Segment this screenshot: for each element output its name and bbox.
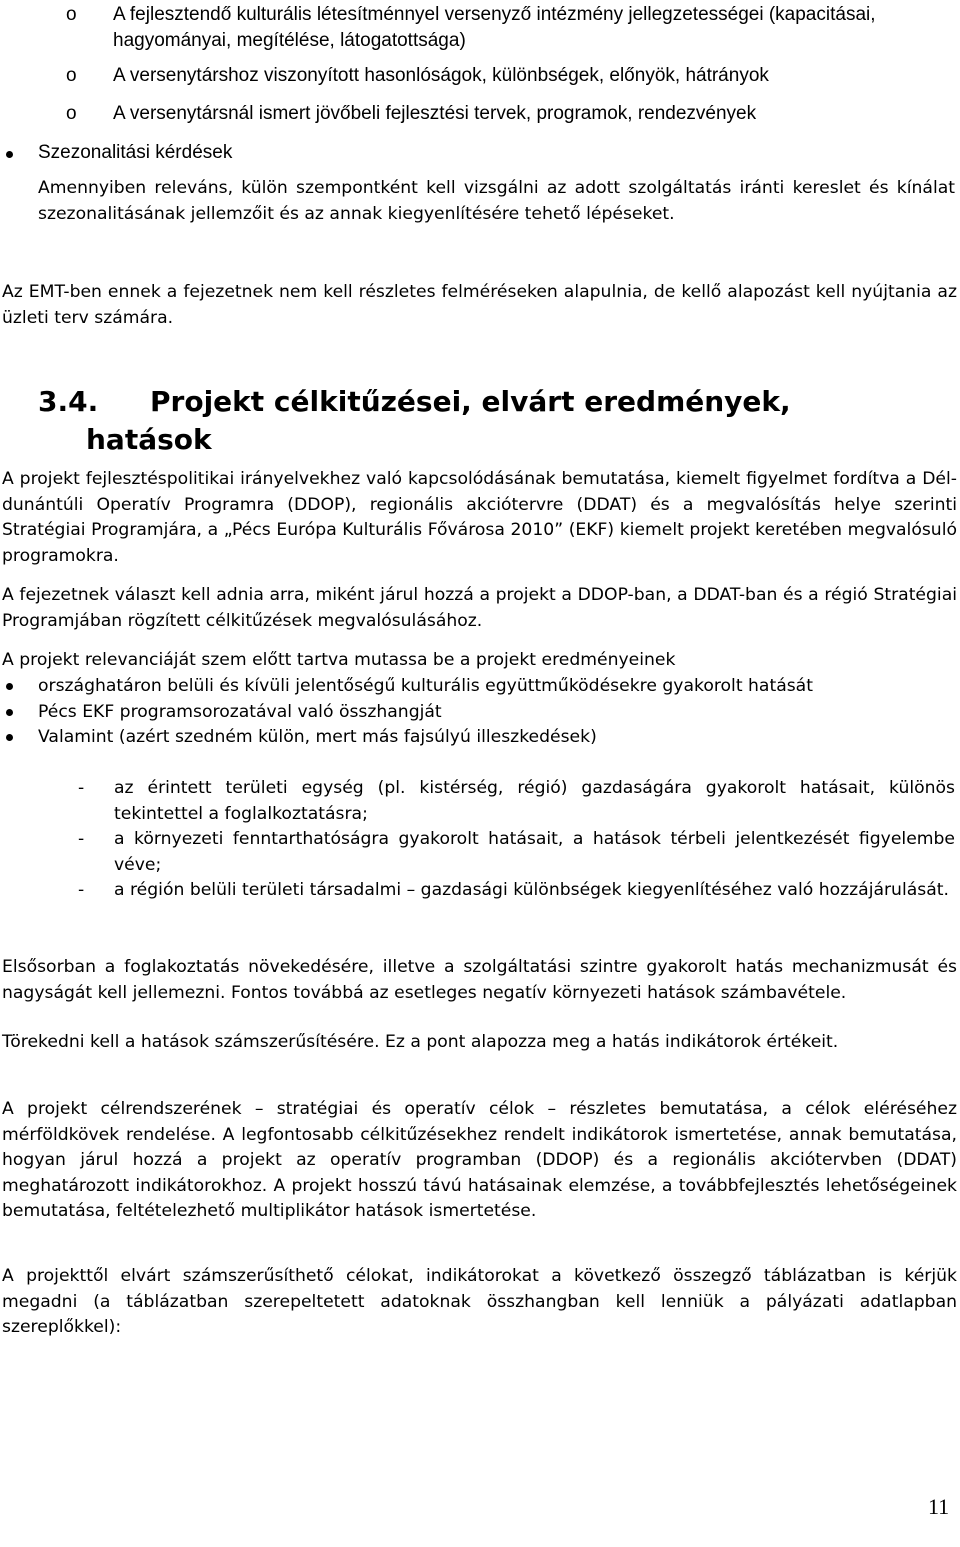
dash-marker: - (78, 778, 85, 798)
emt-paragraph: Az EMT-ben ennek a fejezetnek nem kell részletes felméréseken alapulnia, de kellő alapozást kell nyújtania az üzleti terv számára. (2, 282, 957, 328)
section-title-line1: Projekt célkitűzései, elvárt eredmények, (150, 385, 791, 418)
paragraph-relevance: A projekt relevanciáját szem előtt tartva mutassa be a projekt eredményeinek (2, 650, 676, 670)
paragraph-quantification: Törekedni kell a hatások számszerűsítésére. Ez a pont alapozza meg a hatás indikátorok értékeit. (2, 1032, 839, 1052)
list-item-text: Valamint (azért szedném külön, mert más fajsúlyú illeszkedések) (38, 727, 597, 747)
list-item (0, 674, 955, 700)
list-item-text: a környezeti fenntarthatóságra gyakorolt hatásait, a hatások térbeli jelentkezését figyelembe véve; (114, 829, 955, 875)
list-item-text: az érintett területi egység (pl. kistérség, régió) gazdaságára gyakorolt hatásait, különös tekintettel a foglalkoztatásra; (114, 778, 955, 824)
bullet-dot (6, 151, 13, 158)
paragraph-policy: A projekt fejlesztéspolitikai irányelvekhez való kapcsolódásának bemutatása, kiemelt figyelmet fordítva a Dél-dunántúli Operatív Programra (DDOP), regionális akciótervre (DDAT) és a megvalósítás helye szerinti Stratégiai Programjára, a „Pécs Európa Kulturális Fővárosa 2010” (EKF) kiemelt projekt keretében megvalósuló programokra. (2, 469, 957, 566)
results-bullet-list (0, 674, 960, 751)
list-marker: o (66, 65, 77, 86)
bullet-dot (6, 709, 13, 716)
bullet-dot (6, 734, 13, 741)
list-item (0, 63, 769, 89)
list-item-text: A versenytársnál ismert jövőbeli fejlesztési tervek, programok, rendezvények (113, 103, 757, 124)
dash-marker: - (78, 829, 85, 849)
list-item (0, 878, 955, 904)
list-marker: o (66, 4, 77, 25)
paragraph-summary-table: A projekttől elvárt számszerűsíthető célokat, indikátorokat a következő összegző táblázatban is kérjük megadni (a táblázatban szerepeltetett adatoknak összhangban kell lenniük a pályázati adatlapban szereplőkkel): (2, 1266, 957, 1337)
list-item-text: A versenytárshoz viszonyított hasonlóságok, különbségek, előnyök, hátrányok (113, 65, 769, 86)
list-item-text: A fejlesztendő kulturális létesítménnyel versenyző intézmény jellegzetességei (kapacitásai, hagyományai, megítélése, látogatottsága) (113, 4, 876, 51)
paragraph-employment: Elsősorban a foglakoztatás növekedésére, illetve a szolgáltatási szintre gyakorolt hatás mechanizmusát és nagyságát kell jellemezni. Fontos továbbá az esetleges negatív környezeti hatások számbavétele. (2, 957, 957, 1003)
list-item (0, 101, 756, 127)
list-item (0, 827, 955, 878)
list-item (0, 725, 955, 751)
list-marker: o (66, 103, 77, 124)
paragraph-contribution: A fejezetnek választ kell adnia arra, miként járul hozzá a projekt a DDOP-ban, a DDAT-ban és a régió Stratégiai Programjában rögzített célkitűzések megvalósulásához. (2, 585, 957, 631)
list-item-text: országhatáron belüli és kívüli jelentőségű kulturális együttműködésekre gyakorolt hatását (38, 676, 813, 696)
list-item (0, 2, 940, 54)
page-number: 11 (928, 1494, 950, 1519)
list-item-text: a régión belüli területi társadalmi – gazdasági különbségek kiegyenlítéséhez való hozzájárulását. (114, 880, 949, 900)
paragraph-objectives: A projekt célrendszerének – stratégiai és operatív célok – részletes bemutatása, a célok eléréséhez mérföldkövek rendelése. A legfontosabb célkitűzésekhez rendelt indikátorok ismertetése, annak bemutatása, hogyan járul hozzá a projekt az operatív programban (DDOP) és a regionális akciótervben (DDAT) meghatározott indikátorokhoz. A projekt hosszú távú hatásainak elemzése, a továbbfejlesztés lehetőségeinek bemutatása, feltételezhető multiplikátor hatások ismertetése. (2, 1099, 957, 1221)
impact-dash-list (0, 776, 960, 904)
section-title-line2: hatások (86, 423, 212, 456)
list-item (0, 700, 955, 726)
bullet-dot (6, 683, 13, 690)
list-item-text: Pécs EKF programsorozatával való összhangját (38, 701, 442, 722)
dash-marker: - (78, 880, 85, 900)
section-number: 3.4. (38, 385, 99, 418)
seasonal-bullet-text: Szezonalitási kérdések (38, 142, 233, 163)
list-item (0, 776, 955, 827)
seasonal-paragraph: Amennyiben releváns, külön szempontként kell vizsgálni az adott szolgáltatás iránti kereslet és kínálat szezonalitásának jellemzőit és az annak kiegyenlítésére tehető lépéseket. (38, 178, 955, 224)
section-heading (38, 383, 938, 459)
